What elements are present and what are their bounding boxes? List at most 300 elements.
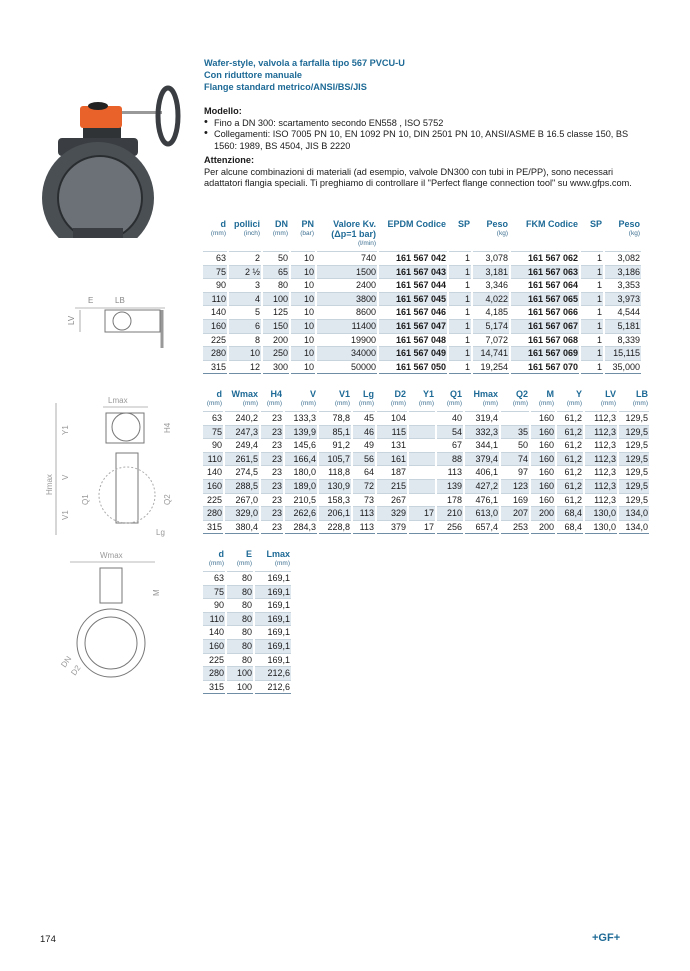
column-title: d — [218, 549, 224, 559]
table-cell: 23 — [261, 411, 283, 425]
column-unit: (bar) — [300, 230, 314, 237]
table-cell: 160 — [531, 452, 555, 466]
table-cell: 228,8 — [319, 520, 351, 535]
table-cell: 115 — [377, 425, 407, 439]
product-title — [204, 57, 405, 93]
dim-label: LB — [115, 296, 125, 305]
table-row — [203, 639, 291, 653]
table-row — [203, 319, 641, 333]
table-cell: 113 — [437, 465, 463, 479]
table-cell: 267,0 — [225, 493, 259, 507]
column-unit: (mm) — [446, 400, 462, 407]
table-cell: 129,5 — [619, 425, 649, 439]
dim-label: E — [88, 296, 94, 305]
column-unit: (mm) — [600, 400, 616, 407]
table-row — [203, 425, 649, 439]
table-cell: 247,3 — [225, 425, 259, 439]
column-header — [585, 389, 617, 411]
table-cell: 80 — [263, 278, 289, 292]
table-cell: 19,254 — [473, 360, 509, 375]
table-cell: 68,4 — [557, 520, 583, 535]
table-row — [203, 251, 641, 265]
table-cell: 80 — [227, 598, 253, 612]
dim-label: DN — [59, 654, 74, 670]
column-title: H4 — [270, 389, 282, 399]
header-row — [203, 219, 641, 251]
dim-label: V1 — [61, 510, 70, 520]
table-cell: 178 — [437, 493, 463, 507]
dimensions-table — [201, 389, 651, 534]
column-title: Lmax — [266, 549, 290, 559]
table-cell: 1500 — [317, 265, 377, 279]
table-cell: 253 — [501, 520, 529, 535]
column-header — [291, 219, 315, 251]
column-unit: (mm) — [358, 400, 374, 407]
table-cell: 1 — [449, 333, 471, 347]
column-header — [229, 219, 261, 251]
table-cell: 35 — [501, 425, 529, 439]
table-row — [203, 292, 641, 306]
table-cell: 1 — [449, 278, 471, 292]
table-cell: 1 — [581, 292, 603, 306]
table-cell: 161 567 068 — [511, 333, 579, 347]
column-title: SP — [457, 219, 470, 229]
table-cell — [409, 452, 435, 466]
table-cell: 56 — [353, 452, 375, 466]
table-cell: 1 — [449, 346, 471, 360]
column-header — [557, 389, 583, 411]
table-cell: 10 — [291, 292, 315, 306]
table-cell: 200 — [263, 333, 289, 347]
table-cell: 14,741 — [473, 346, 509, 360]
table-row — [203, 493, 649, 507]
column-unit: (inch) — [243, 230, 260, 237]
table-cell: 61,2 — [557, 452, 583, 466]
table-cell: 427,2 — [465, 479, 499, 493]
column-unit: (mm) — [210, 230, 226, 237]
table-cell: 131 — [377, 438, 407, 452]
table-cell: 113 — [353, 506, 375, 520]
table-cell: 134,0 — [619, 506, 649, 520]
table-row — [203, 479, 649, 493]
table-cell: 80 — [227, 639, 253, 653]
header-row — [203, 389, 649, 411]
table-cell: 61,2 — [557, 438, 583, 452]
table-cell: 74 — [501, 452, 529, 466]
table-row — [203, 305, 641, 319]
table-cell: 212,6 — [255, 666, 291, 680]
table-cell: 10 — [291, 278, 315, 292]
table-cell: 160 — [203, 319, 227, 333]
table-cell: 97 — [501, 465, 529, 479]
table-cell: 161 567 067 — [511, 319, 579, 333]
table-cell: 100 — [263, 292, 289, 306]
table-row — [203, 585, 291, 599]
table-cell: 329 — [377, 506, 407, 520]
table-cell — [409, 493, 435, 507]
table-cell: 161 567 045 — [379, 292, 447, 306]
valve-product-photo — [38, 48, 188, 238]
table-cell: 45 — [353, 411, 375, 425]
table-cell: 10 — [229, 346, 261, 360]
table-cell: 123 — [501, 479, 529, 493]
table-cell: 80 — [227, 585, 253, 599]
table-cell: 657,4 — [465, 520, 499, 535]
column-header — [225, 389, 259, 411]
page-number: 174 — [40, 934, 56, 945]
table-cell: 1 — [581, 305, 603, 319]
table-cell: 161 567 048 — [379, 333, 447, 347]
feature-item: • Fino a DN 300: scartamento secondo EN558 , ISO 5752 — [204, 118, 634, 130]
table-cell: 100 — [227, 666, 253, 680]
table-cell: 169,1 — [255, 598, 291, 612]
table-cell: 35,000 — [605, 360, 641, 375]
table-cell: 3,082 — [605, 251, 641, 265]
table-cell: 3,346 — [473, 278, 509, 292]
table-cell: 46 — [353, 425, 375, 439]
table-cell: 161 567 063 — [511, 265, 579, 279]
table-cell: 161 567 044 — [379, 278, 447, 292]
column-title: EPDM Codice — [387, 219, 446, 229]
table-cell: 160 — [531, 438, 555, 452]
table-cell: 1 — [449, 251, 471, 265]
table-cell: 100 — [227, 680, 253, 695]
table-cell: 5 — [229, 305, 261, 319]
table-cell: 200 — [531, 520, 555, 535]
table-cell: 4,022 — [473, 292, 509, 306]
column-unit: (mm) — [206, 400, 222, 407]
table-cell: 3,353 — [605, 278, 641, 292]
table-cell: 206,1 — [319, 506, 351, 520]
column-title: SP — [589, 219, 602, 229]
table-cell: 161 567 062 — [511, 251, 579, 265]
table-row — [203, 612, 291, 626]
table-cell: 104 — [377, 411, 407, 425]
table-cell: 3,186 — [605, 265, 641, 279]
table-cell: 130,0 — [585, 520, 617, 535]
column-header — [465, 389, 499, 411]
table-cell: 112,3 — [585, 479, 617, 493]
table-cell: 112,3 — [585, 465, 617, 479]
table-cell: 169,1 — [255, 639, 291, 653]
table-row — [203, 438, 649, 452]
table-cell: 158,3 — [319, 493, 351, 507]
table-cell: 166,4 — [285, 452, 317, 466]
column-header — [409, 389, 435, 411]
table-cell: 256 — [437, 520, 463, 535]
column-header — [581, 219, 603, 251]
feature-item: • Collegamenti: ISO 7005 PN 10, EN 1092 PN 10, DIN 2501 PN 10, ANSI/ASME B 16.5 classe 150, BS 1560: 1989, BS 4504, JIS B 2220 — [204, 129, 634, 152]
title-line: Wafer-style, valvola a farfalla tipo 567 PVCU-U — [204, 58, 405, 68]
column-unit: (mm) — [208, 560, 224, 567]
column-title: LV — [605, 389, 616, 399]
table-cell: 267 — [377, 493, 407, 507]
table-cell: 329,0 — [225, 506, 259, 520]
table-cell: 161 567 070 — [511, 360, 579, 375]
table-cell: 112,3 — [585, 452, 617, 466]
table-cell: 112,3 — [585, 425, 617, 439]
table-cell: 161 567 047 — [379, 319, 447, 333]
table-cell: 1 — [581, 333, 603, 347]
column-unit: (mm) — [334, 400, 350, 407]
title-line: Con riduttore manuale — [204, 70, 303, 80]
table-cell: 80 — [227, 612, 253, 626]
column-header — [377, 389, 407, 411]
attention-heading: Attenzione: — [204, 155, 255, 165]
column-unit: (mm) — [512, 400, 528, 407]
dim-label: H4 — [163, 422, 172, 433]
dim-label: Y1 — [61, 425, 70, 435]
column-unit: (kg) — [628, 230, 640, 237]
table-cell: 23 — [261, 438, 283, 452]
table-cell: 61,2 — [557, 411, 583, 425]
table-cell — [501, 411, 529, 425]
table-cell: 3,078 — [473, 251, 509, 265]
table-cell: 75 — [203, 585, 225, 599]
column-header — [319, 389, 351, 411]
table-cell: 61,2 — [557, 425, 583, 439]
dim-label: Wmax — [100, 551, 123, 560]
table-cell: 2 — [229, 251, 261, 265]
table-cell: 476,1 — [465, 493, 499, 507]
column-unit: (mm) — [418, 400, 434, 407]
table-cell: 161 567 049 — [379, 346, 447, 360]
table-cell: 63 — [203, 571, 225, 585]
table-cell: 80 — [227, 653, 253, 667]
table-cell: 80 — [227, 625, 253, 639]
table-cell: 129,5 — [619, 411, 649, 425]
table-cell: 1 — [581, 346, 603, 360]
column-title: Wmax — [231, 389, 258, 399]
table-cell: 5,174 — [473, 319, 509, 333]
column-title: d — [220, 219, 226, 229]
table-cell: 140 — [203, 305, 227, 319]
table-cell: 315 — [203, 360, 227, 375]
table-cell: 315 — [203, 520, 223, 535]
table-cell: 73 — [353, 493, 375, 507]
table-cell: 332,3 — [465, 425, 499, 439]
title-line: Flange standard metrico/ANSI/BS/JIS — [204, 82, 367, 92]
table-cell: 50000 — [317, 360, 377, 375]
column-header — [227, 549, 253, 571]
table-cell: 10 — [291, 265, 315, 279]
table-cell: 200 — [531, 506, 555, 520]
table-cell: 1 — [449, 305, 471, 319]
column-title: PN — [301, 219, 314, 229]
table-cell: 300 — [263, 360, 289, 375]
table-cell — [409, 411, 435, 425]
dim-label: Q1 — [81, 494, 90, 505]
table-cell: 160 — [203, 479, 223, 493]
table-cell: 160 — [203, 639, 225, 653]
column-unit: (kg) — [496, 230, 508, 237]
column-header — [255, 549, 291, 571]
table-cell: 129,5 — [619, 479, 649, 493]
table-cell: 2 ½ — [229, 265, 261, 279]
side-view-drawing — [38, 395, 183, 540]
table-cell: 160 — [531, 479, 555, 493]
column-header — [501, 389, 529, 411]
table-cell: 379 — [377, 520, 407, 535]
gear-dimensions-table — [201, 549, 293, 694]
table-cell: 8600 — [317, 305, 377, 319]
table-cell: 118,8 — [319, 465, 351, 479]
column-unit: (mm) — [266, 400, 282, 407]
table-cell: 49 — [353, 438, 375, 452]
column-title: Q1 — [449, 389, 462, 399]
table-cell: 34000 — [317, 346, 377, 360]
table-cell: 160 — [531, 465, 555, 479]
dim-label: Lg — [156, 528, 165, 537]
column-header — [511, 219, 579, 251]
column-title: Hmax — [473, 389, 498, 399]
table-cell: 78,8 — [319, 411, 351, 425]
table-cell: 319,4 — [465, 411, 499, 425]
table-cell: 7,072 — [473, 333, 509, 347]
table-cell: 110 — [203, 612, 225, 626]
table-cell — [409, 479, 435, 493]
column-unit: (mm) — [538, 400, 554, 407]
table-cell: 210 — [437, 506, 463, 520]
table-cell: 61,2 — [557, 465, 583, 479]
column-unit: (mm) — [272, 230, 288, 237]
column-unit: (mm) — [632, 400, 648, 407]
table-cell: 125 — [263, 305, 289, 319]
column-header — [263, 219, 289, 251]
table-cell: 4,185 — [473, 305, 509, 319]
table-cell: 75 — [203, 425, 223, 439]
table-cell: 12 — [229, 360, 261, 375]
table-cell: 1 — [449, 292, 471, 306]
column-header — [437, 389, 463, 411]
table-row — [203, 452, 649, 466]
column-header — [531, 389, 555, 411]
table-cell: 280 — [203, 346, 227, 360]
table-cell: 169,1 — [255, 625, 291, 639]
table-cell: 262,6 — [285, 506, 317, 520]
table-cell: 110 — [203, 292, 227, 306]
column-title: Valore Kv. (Δp=1 bar) — [331, 219, 376, 239]
column-title: pollici — [233, 219, 260, 229]
table-row — [203, 520, 649, 535]
table-row — [203, 653, 291, 667]
header-row — [203, 549, 291, 571]
table-row — [203, 360, 641, 375]
table-row — [203, 680, 291, 695]
table-cell: 215 — [377, 479, 407, 493]
table-cell: 1 — [581, 251, 603, 265]
table-cell: 274,5 — [225, 465, 259, 479]
table-cell: 133,3 — [285, 411, 317, 425]
table-cell: 161 567 064 — [511, 278, 579, 292]
table-cell: 315 — [203, 680, 225, 695]
table-cell: 91,2 — [319, 438, 351, 452]
column-header — [203, 549, 225, 571]
table-cell: 2400 — [317, 278, 377, 292]
column-title: FKM Codice — [525, 219, 578, 229]
table-cell: 85,1 — [319, 425, 351, 439]
table-cell: 23 — [261, 479, 283, 493]
column-title: V — [309, 389, 316, 399]
table-cell: 112,3 — [585, 411, 617, 425]
table-cell: 249,4 — [225, 438, 259, 452]
table-cell: 406,1 — [465, 465, 499, 479]
table-cell: 15,115 — [605, 346, 641, 360]
column-title: D2 — [394, 389, 406, 399]
column-header — [285, 389, 317, 411]
front-view-drawing — [55, 548, 165, 693]
table-cell: 1 — [581, 265, 603, 279]
table-cell: 17 — [409, 506, 435, 520]
table-cell — [409, 425, 435, 439]
table-cell: 225 — [203, 493, 223, 507]
table-cell: 161 567 065 — [511, 292, 579, 306]
column-title: V1 — [338, 389, 350, 399]
dim-label: LV — [67, 315, 76, 325]
table-cell: 344,1 — [465, 438, 499, 452]
column-unit: (mm) — [482, 400, 498, 407]
dim-label: V — [61, 474, 70, 480]
dim-label: M — [152, 589, 161, 596]
table-cell: 130,9 — [319, 479, 351, 493]
column-title: E — [245, 549, 252, 559]
table-cell: 112,3 — [585, 438, 617, 452]
feature-list — [204, 118, 634, 153]
order-table — [201, 219, 643, 374]
table-cell: 8,339 — [605, 333, 641, 347]
table-cell: 161 567 043 — [379, 265, 447, 279]
table-cell: 19900 — [317, 333, 377, 347]
table-cell: 5,181 — [605, 319, 641, 333]
table-cell: 187 — [377, 465, 407, 479]
table-cell: 161 567 069 — [511, 346, 579, 360]
column-title: Q2 — [515, 389, 528, 399]
description — [204, 106, 634, 190]
table-row — [203, 265, 641, 279]
table-cell: 280 — [203, 666, 225, 680]
table-cell: 23 — [261, 493, 283, 507]
table-cell: 113 — [353, 520, 375, 535]
table-cell: 23 — [261, 452, 283, 466]
column-title: d — [216, 389, 222, 399]
table-cell: 169,1 — [255, 612, 291, 626]
table-cell: 261,5 — [225, 452, 259, 466]
table-cell: 212,6 — [255, 680, 291, 695]
table-cell: 17 — [409, 520, 435, 535]
table-cell: 10 — [291, 251, 315, 265]
table-cell: 11400 — [317, 319, 377, 333]
table-cell: 740 — [317, 251, 377, 265]
table-cell: 180,0 — [285, 465, 317, 479]
table-cell: 112,3 — [585, 493, 617, 507]
table-cell: 3 — [229, 278, 261, 292]
column-unit: (mm) — [390, 400, 406, 407]
table-row — [203, 465, 649, 479]
table-cell: 129,5 — [619, 493, 649, 507]
table-cell: 225 — [203, 333, 227, 347]
table-cell: 169 — [501, 493, 529, 507]
table-cell: 3,973 — [605, 292, 641, 306]
table-cell: 54 — [437, 425, 463, 439]
table-cell: 64 — [353, 465, 375, 479]
table-cell: 10 — [291, 360, 315, 375]
table-cell: 129,5 — [619, 465, 649, 479]
gf-logo: +GF+ — [592, 932, 621, 944]
table-cell: 23 — [261, 520, 283, 535]
table-cell: 139 — [437, 479, 463, 493]
column-title: Peso — [486, 219, 508, 229]
table-row — [203, 625, 291, 639]
